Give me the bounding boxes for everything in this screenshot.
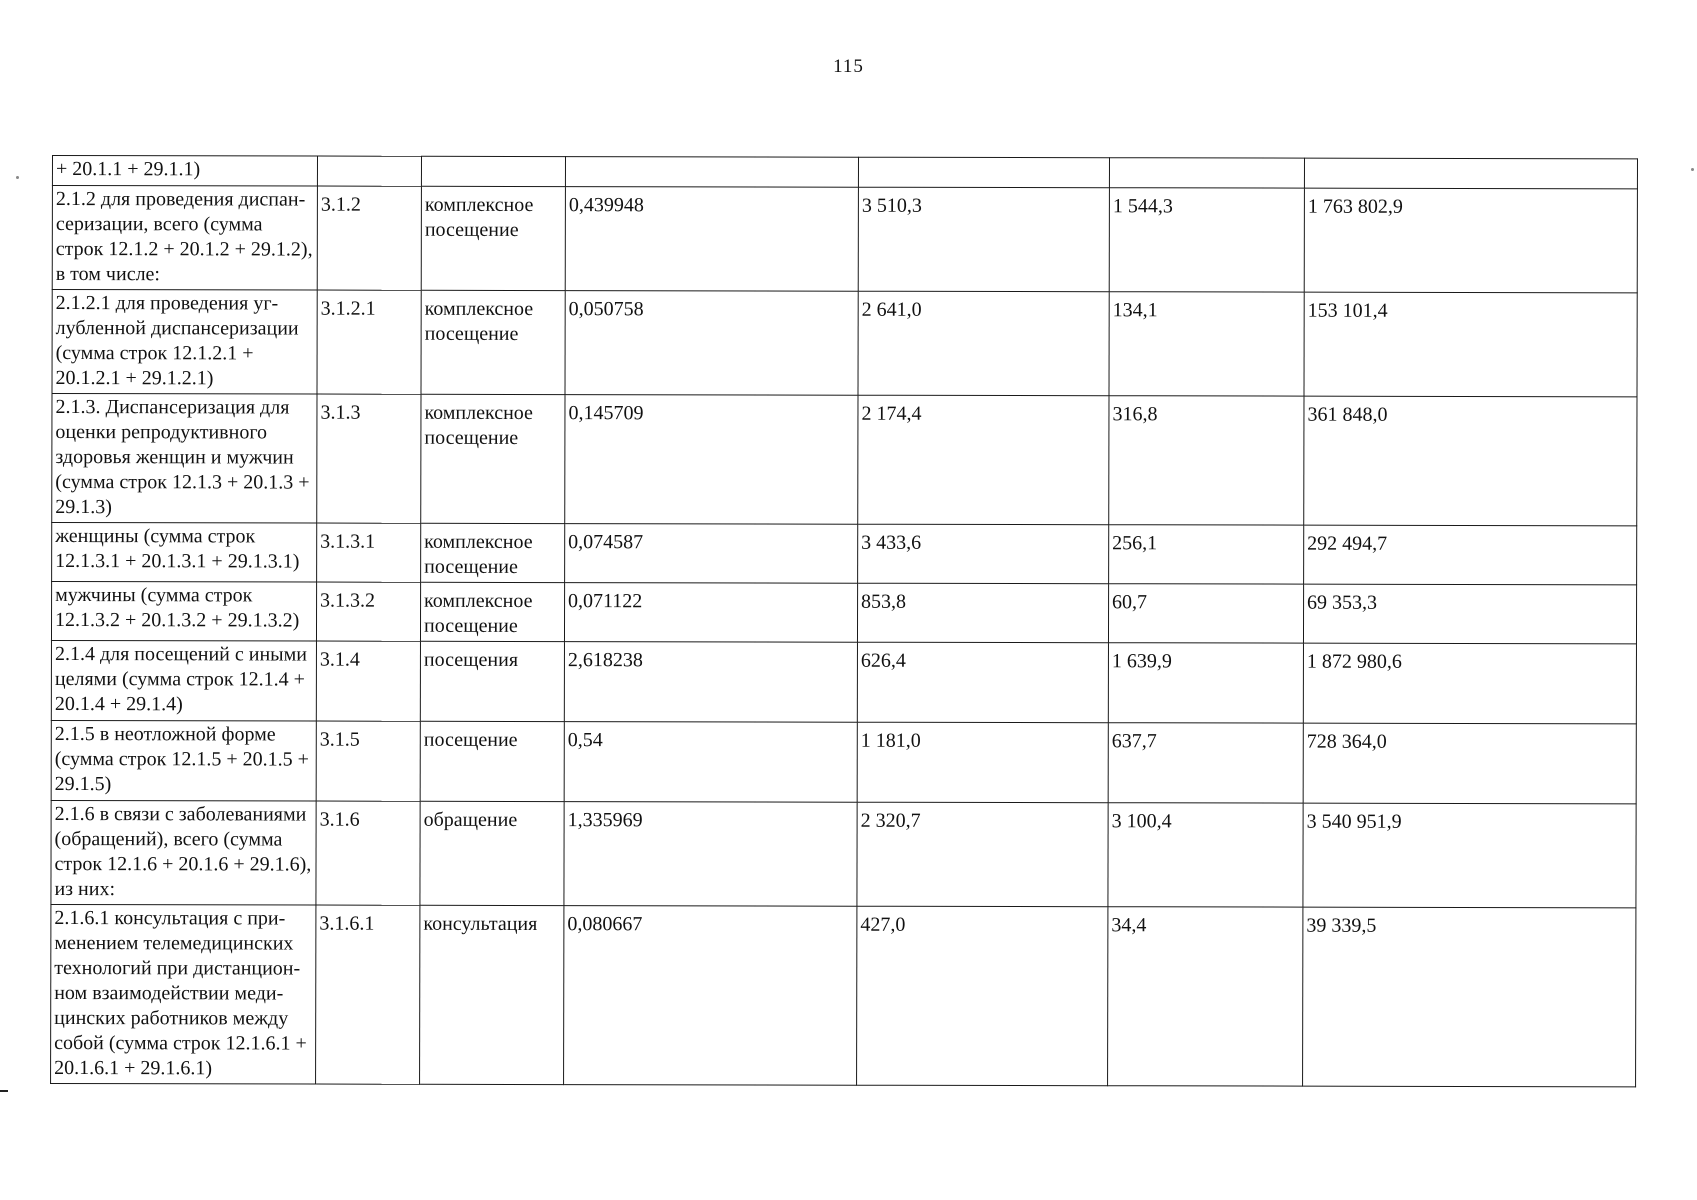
row-standard-cell: 0,071122: [564, 583, 857, 643]
row-unit-cell: комплексное посещение: [421, 290, 565, 394]
row-per-capita-cell: 1 544,3: [1109, 188, 1304, 292]
data-table: [50, 155, 1638, 1087]
row-unit-cell: посещения: [420, 641, 564, 721]
row-per-capita-cell: 60,7: [1108, 584, 1303, 643]
row-total-cell: 361 848,0: [1304, 396, 1637, 526]
row-total-cell: 39 339,5: [1303, 907, 1636, 1087]
row-name-cell: 2.1.2 для проведения диспан-серизации, всего (сумма строк 12.1.2 + 20.1.2 + 29.1.2), в том числе:: [52, 186, 317, 291]
row-name-cell: 2.1.6.1 консультация с при-менением телемедицинских технологий при дистанцион-ном взаимодействии меди-цинских работников между собой (сумма строк 12.1.6.1 + 20.1.6.1 + 29.1.6.1): [51, 904, 316, 1084]
table-row: [52, 523, 1637, 585]
row-cost-cell: 427,0: [857, 906, 1108, 1086]
row-cost-cell: 2 320,7: [857, 802, 1108, 907]
row-code-cell: 3.1.3: [317, 394, 421, 523]
row-name-cell: 2.1.6 в связи с заболеваниями (обращений), всего (сумма строк 12.1.6 + 20.1.6 + 29.1.6), из них:: [51, 800, 316, 905]
row-code-cell: [317, 156, 421, 186]
row-per-capita-cell: 34,4: [1108, 907, 1303, 1086]
row-cost-cell: 1 181,0: [857, 722, 1108, 803]
row-cost-cell: 626,4: [857, 642, 1108, 723]
table-row: [52, 394, 1637, 526]
row-standard-cell: 0,050758: [565, 291, 858, 396]
row-standard-cell: 1,335969: [564, 802, 857, 907]
row-total-cell: 1 872 980,6: [1303, 643, 1636, 724]
row-total-cell: 69 353,3: [1303, 584, 1636, 644]
row-name-cell: 2.1.3. Диспансеризация для оценки репродуктивного здоровья женщин и мужчин (сумма строк 12.1.3 + 20.1.3 + 29.1.3): [52, 394, 317, 524]
row-unit-cell: комплексное посещение: [421, 186, 565, 290]
row-code-cell: 3.1.2: [317, 186, 421, 290]
data-table-container: [50, 155, 1638, 1087]
row-per-capita-cell: 1 639,9: [1108, 643, 1303, 723]
row-code-cell: 3.1.3.1: [317, 523, 421, 582]
row-unit-cell: комплексное посещение: [420, 582, 564, 641]
table-row: [51, 641, 1636, 724]
row-name-cell: + 20.1.1 + 29.1.1): [52, 156, 317, 187]
row-unit-cell: обращение: [420, 801, 564, 905]
row-name-cell: мужчины (сумма строк 12.1.3.2 + 20.1.3.2 + 29.1.3.2): [51, 582, 316, 642]
row-total-cell: 153 101,4: [1304, 292, 1637, 397]
table-row: [52, 156, 1637, 189]
row-code-cell: 3.1.6: [316, 801, 420, 905]
row-per-capita-cell: 316,8: [1109, 396, 1304, 525]
row-cost-cell: 2 641,0: [858, 291, 1109, 396]
row-unit-cell: комплексное посещение: [421, 394, 565, 523]
row-per-capita-cell: 134,1: [1109, 292, 1304, 396]
row-total-cell: [1304, 158, 1637, 189]
row-name-cell: 2.1.5 в неотложной форме (сумма строк 12.1.5 + 20.1.5 + 29.1.5): [51, 720, 316, 801]
row-standard-cell: 0,074587: [565, 524, 858, 584]
page-number: 115: [833, 56, 864, 77]
row-standard-cell: 2,618238: [564, 642, 857, 723]
table-row: [51, 582, 1636, 644]
row-code-cell: 3.1.4: [316, 641, 420, 721]
table-row: [51, 800, 1636, 907]
row-standard-cell: [565, 157, 858, 188]
row-cost-cell: [858, 157, 1109, 188]
row-total-cell: 292 494,7: [1304, 525, 1637, 585]
row-standard-cell: 0,080667: [564, 906, 857, 1086]
table-row: [51, 720, 1636, 803]
row-total-cell: 1 763 802,9: [1304, 188, 1637, 293]
row-cost-cell: 3 510,3: [858, 187, 1109, 292]
row-cost-cell: 2 174,4: [858, 395, 1109, 525]
row-name-cell: 2.1.4 для посещений с иными целями (сумма строк 12.1.4 + 20.1.4 + 29.1.4): [51, 641, 316, 722]
row-total-cell: 3 540 951,9: [1303, 803, 1636, 908]
row-standard-cell: 0,145709: [565, 395, 858, 525]
row-name-cell: женщины (сумма строк 12.1.3.1 + 20.1.3.1 + 29.1.3.1): [52, 523, 317, 583]
row-unit-cell: посещение: [420, 721, 564, 801]
row-standard-cell: 0,54: [564, 722, 857, 803]
row-per-capita-cell: 637,7: [1108, 723, 1303, 803]
row-code-cell: 3.1.6.1: [316, 905, 420, 1084]
row-cost-cell: 853,8: [857, 583, 1108, 643]
row-code-cell: 3.1.5: [316, 721, 420, 801]
row-cost-cell: 3 433,6: [858, 524, 1109, 584]
scan-speck: [1691, 168, 1694, 171]
row-total-cell: 728 364,0: [1303, 723, 1636, 804]
row-unit-cell: [421, 156, 565, 186]
table-row: [51, 904, 1636, 1086]
row-unit-cell: комплексное посещение: [421, 523, 565, 582]
row-code-cell: 3.1.2.1: [317, 290, 421, 394]
row-per-capita-cell: 256,1: [1109, 525, 1304, 584]
row-per-capita-cell: [1109, 158, 1304, 188]
row-unit-cell: консультация: [420, 905, 564, 1084]
row-per-capita-cell: 3 100,4: [1108, 803, 1303, 907]
row-standard-cell: 0,439948: [565, 187, 858, 292]
table-row: [52, 290, 1637, 397]
table-row: [52, 186, 1637, 293]
scan-margin-mark: [0, 1090, 8, 1092]
row-code-cell: 3.1.3.2: [316, 582, 420, 641]
row-name-cell: 2.1.2.1 для проведения уг-лубленной диспансеризации (сумма строк 12.1.2.1 + 20.1.2.1 + 29.1.2.1): [52, 290, 317, 395]
scan-speck: [16, 176, 19, 179]
